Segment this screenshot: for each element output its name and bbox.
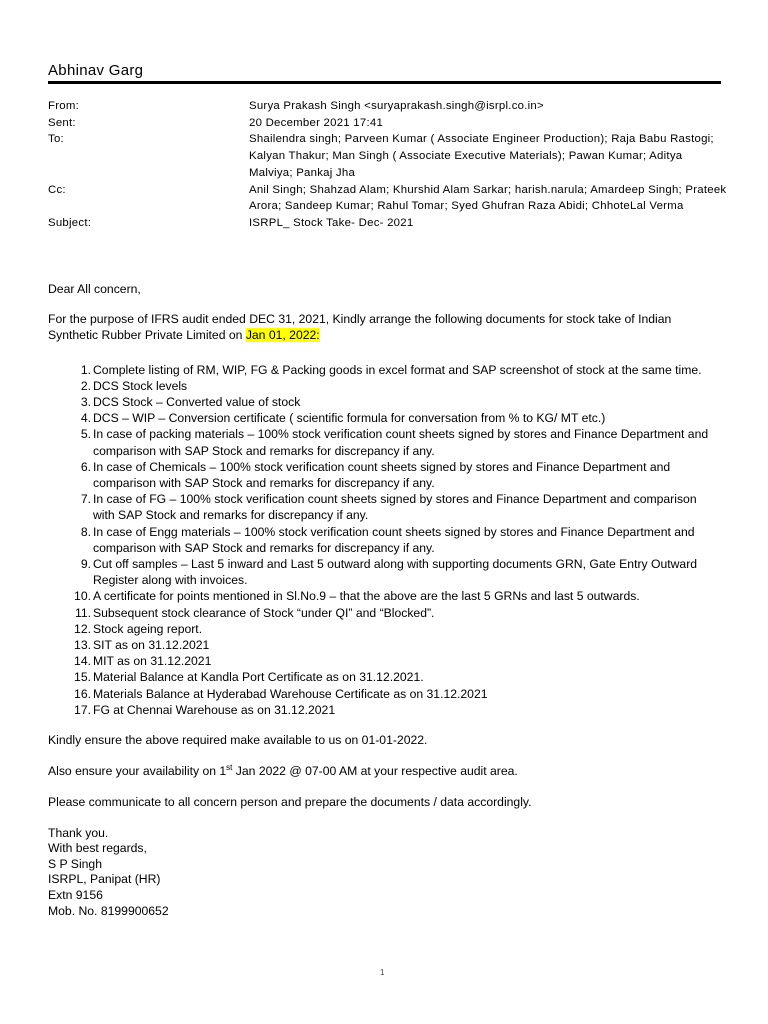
signature-regards: With best regards, <box>48 841 147 856</box>
to-row <box>48 131 728 181</box>
subject-row <box>48 215 728 232</box>
list-item <box>48 556 718 588</box>
list-item-number: 12. <box>74 621 91 636</box>
list-item-number: 2. <box>80 378 91 393</box>
list-item-number: 5. <box>80 427 91 442</box>
list-item-text: MIT as on 31.12.2021 <box>93 654 212 669</box>
list-item-number: 11. <box>74 605 91 620</box>
availability-suffix: Jan 2022 @ 07-00 AM at your respective audit area. <box>232 764 518 779</box>
email-header <box>48 98 728 232</box>
list-item-number: 17. <box>74 702 91 717</box>
list-item-number: 6. <box>80 459 91 474</box>
from-label: From: <box>48 100 79 112</box>
from-value: Surya Prakash Singh <suryaprakash.singh@isrpl.co.in> <box>249 100 544 112</box>
list-item-text: Subsequent stock clearance of Stock “under QI” and “Blocked”. <box>93 605 435 620</box>
list-item-number: 3. <box>80 395 91 410</box>
list-item-text: In case of Engg materials – 100% stock verification count sheets signed by stores and Finance Department and comparison with SAP Stock and remarks for discrepancy if any. <box>93 524 695 555</box>
list-item-text: Materials Balance at Hyderabad Warehouse Certificate as on 31.12.2021 <box>93 686 488 701</box>
list-item <box>48 459 718 491</box>
highlighted-date: Jan 01, 2022: <box>245 328 320 343</box>
header-divider <box>48 81 721 84</box>
list-item-number: 1. <box>80 362 91 377</box>
list-item-number: 13. <box>74 638 91 653</box>
list-item-text: Stock ageing report. <box>93 621 203 636</box>
ordinal-suffix: st <box>226 763 233 773</box>
signature-thanks: Thank you. <box>48 825 109 840</box>
list-item-text: DCS – WIP – Conversion certificate ( scientific formula for conversation from % to KG/ MT etc.) <box>93 411 606 426</box>
list-item-number: 16. <box>74 686 91 701</box>
email-body <box>48 281 718 919</box>
greeting: Dear All concern, <box>48 282 141 296</box>
list-item <box>48 669 718 685</box>
list-item <box>48 524 718 556</box>
list-item <box>48 410 718 426</box>
subject-value: ISRPL_ Stock Take- Dec- 2021 <box>249 216 414 229</box>
list-item-text: SIT as on 31.12.2021 <box>93 638 210 653</box>
signature-extn: Extn 9156 <box>48 888 103 903</box>
signature-name: S P Singh <box>48 856 102 871</box>
cc-label: Cc: <box>48 183 66 196</box>
list-item <box>48 605 718 621</box>
list-item-text: Complete listing of RM, WIP, FG & Packing goods in excel format and SAP screenshot of stock at the same time. <box>93 362 702 377</box>
signature-mobile: Mob. No. 8199900652 <box>48 903 169 918</box>
list-item-text: FG at Chennai Warehouse as on 31.12.2021 <box>93 702 336 717</box>
to-label: To: <box>48 133 64 146</box>
list-item-number: 4. <box>80 411 91 426</box>
list-item <box>48 637 718 653</box>
document-list <box>48 362 718 718</box>
list-item-number: 14. <box>74 654 91 669</box>
communicate-paragraph: Please communicate to all concern person and prepare the documents / data accordingly. <box>48 795 532 810</box>
list-item-number: 9. <box>80 557 91 572</box>
list-item <box>48 686 718 702</box>
sent-label: Sent: <box>48 116 76 129</box>
intro-paragraph <box>48 311 718 343</box>
list-item <box>48 621 718 637</box>
list-item <box>48 588 718 604</box>
list-item-text: DCS Stock levels <box>93 378 188 393</box>
to-value: Shailendra singh; Parveen Kumar ( Associate Engineer Production); Raja Babu Rastogi; Kalyan Thakur; Man Singh ( Associate Executive Materials); Pawan Kumar; Aditya Malviya; Pankaj Jha <box>249 133 714 179</box>
list-item-number: 8. <box>80 524 91 539</box>
list-item <box>48 426 718 458</box>
list-item <box>48 491 718 523</box>
from-row <box>48 98 728 115</box>
list-item-text: In case of FG – 100% stock verification count sheets signed by stores and Finance Department and comparison with SAP Stock and remarks for discrepancy if any. <box>93 492 697 523</box>
list-item <box>48 702 718 718</box>
signature-org: ISRPL, Panipat (HR) <box>48 872 161 887</box>
ensure-paragraph: Kindly ensure the above required make available to us on 01-01-2022. <box>48 733 428 748</box>
list-item-text: Material Balance at Kandla Port Certificate as on 31.12.2021. <box>93 670 424 685</box>
list-item <box>48 653 718 669</box>
list-item-text: Cut off samples – Last 5 inward and Last 5 outward along with supporting documents GRN, Gate Entry Outward Register along with invoices. <box>93 557 698 588</box>
signature-block <box>48 826 718 920</box>
cc-value: Anil Singh; Shahzad Alam; Khurshid Alam Sarkar; harish.narula; Amardeep Singh; Prateek Arora; Sandeep Kumar; Rahul Tomar; Syed Ghufran Raza Abidi; ChhoteLal Verma <box>249 183 727 213</box>
list-item-text: A certificate for points mentioned in Sl.No.9 – that the above are the last 5 GRNs and last 5 outwards. <box>93 589 640 604</box>
availability-paragraph <box>48 763 718 779</box>
list-item-text: DCS Stock – Converted value of stock <box>93 395 301 410</box>
page-number: 1 <box>380 968 385 977</box>
list-item-text: In case of packing materials – 100% stock verification count sheets signed by stores and Finance Department and comparison with SAP Stock and remarks for discrepancy if any. <box>93 427 709 458</box>
sent-value: 20 December 2021 17:41 <box>249 116 384 129</box>
availability-prefix: Also ensure your availability on 1 <box>48 764 227 779</box>
intro-text: For the purpose of IFRS audit ended DEC 31, 2021, Kindly arrange the following documents for stock take of Indian Synthetic Rubber Private Limited on <box>48 312 672 343</box>
list-item-number: 7. <box>80 492 91 507</box>
cc-row <box>48 182 728 215</box>
subject-label: Subject: <box>48 216 92 229</box>
list-item-number: 10. <box>74 589 91 604</box>
sent-row <box>48 115 728 132</box>
list-item-number: 15. <box>74 670 91 685</box>
list-item-text: In case of Chemicals – 100% stock verification count sheets signed by stores and Finance Department and comparison with SAP Stock and remarks for discrepancy if any. <box>93 459 671 491</box>
list-item <box>48 378 718 394</box>
list-item <box>48 362 718 378</box>
mailbox-owner-name: Abhinav Garg <box>48 62 144 79</box>
list-item <box>48 394 718 410</box>
